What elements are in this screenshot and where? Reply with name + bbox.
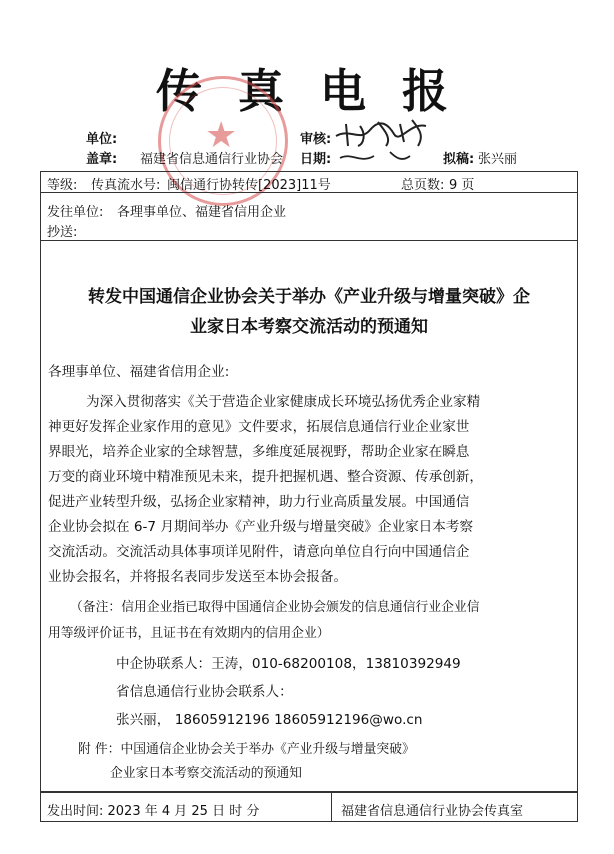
fax-meta-table xyxy=(40,171,578,241)
level-label: 等级: xyxy=(47,178,78,193)
para-line: 为深入贯彻落实《关于营造企业家健康成长环境弘扬优秀企业家精 xyxy=(86,394,481,410)
contact-line-3: 张兴丽， 18605912196 18605912196@wo.cn xyxy=(116,712,423,728)
note-line: 用等级评价证书，且证书在有效期内的信用企业） xyxy=(48,626,330,641)
notice-title-line1: 转发中国通信企业协会关于举办《产业升级与增量突破》企 xyxy=(88,287,530,307)
para-line: 企业协会拟在 6-7 月期间举办《产业升级与增量突破》企业家日本考察 xyxy=(48,519,474,535)
contact-line-1: 中企协联系人：王涛，010-68200108，13810392949 xyxy=(116,656,461,672)
cc-label: 抄送: xyxy=(47,225,78,240)
note-line: （备注：信用企业指已取得中国通信企业协会颁发的信息通信行业企业信 xyxy=(70,600,480,615)
para-line: 万变的商业环境中精准预见未来，提升把握机遇、整合资源、传承创新， xyxy=(48,469,483,485)
serial-value: 闽信通行协转传[2023]11号 xyxy=(167,178,331,193)
send-value: 各理事单位、福建省信用企业 xyxy=(117,205,287,220)
pages-label: 总页数: xyxy=(401,178,445,193)
para-line: 界眼光，培养企业家的全球智慧，多维度延展视野，帮助企业家在瞬息 xyxy=(48,444,470,460)
footer-table xyxy=(40,792,578,822)
handwritten-signature xyxy=(330,112,440,170)
para-line: 促进产业转型升级，弘扬企业家精神，助力行业高质量发展。中国通信 xyxy=(48,494,470,510)
date-label: 日期: xyxy=(300,152,332,167)
meta-row-serial xyxy=(41,172,577,193)
seal-star-icon: ★ xyxy=(205,115,238,156)
salutation: 各理事单位、福建省信用企业: xyxy=(48,364,230,380)
drafter-value: 张兴丽 xyxy=(478,152,518,167)
unit-label: 单位: xyxy=(86,132,118,147)
send-label: 发往单位: xyxy=(47,205,104,220)
document-title: 传 真 电 报 xyxy=(155,64,459,118)
sent-time: 发出时间: 2023 年 4 月 25 日 时 分 xyxy=(47,804,260,819)
review-label: 审核: xyxy=(300,132,332,147)
seal-value: 福建省信息通信行业协会 xyxy=(140,152,284,167)
drafter-label: 拟稿: xyxy=(443,152,475,167)
contact-line-2: 省信息通信行业协会联系人： xyxy=(116,684,293,700)
seal-label: 盖章: xyxy=(86,152,118,167)
pages-value: 9 页 xyxy=(449,178,475,193)
attachment-line-1: 附 件：中国通信企业协会关于举办《产业升级与增量突破》 xyxy=(78,742,415,757)
para-line: 交流活动。交流活动具体事项详见附件，请意向单位自行向中国通信企 xyxy=(48,544,470,560)
para-line: 业协会报名，并将报名表同步发送至本协会报备。 xyxy=(48,569,348,585)
serial-label: 传真流水号: xyxy=(91,178,161,193)
footer-divider xyxy=(331,793,332,821)
para-line: 神更好发挥企业家作用的意见》文件要求，拓展信息通信行业企业家世 xyxy=(48,419,470,435)
footer-sender: 福建省信息通信行业协会传真室 xyxy=(341,804,524,819)
notice-title-line2: 业家日本考察交流活动的预通知 xyxy=(190,317,428,337)
attachment-line-2: 企业家日本考察交流活动的预通知 xyxy=(110,766,302,781)
